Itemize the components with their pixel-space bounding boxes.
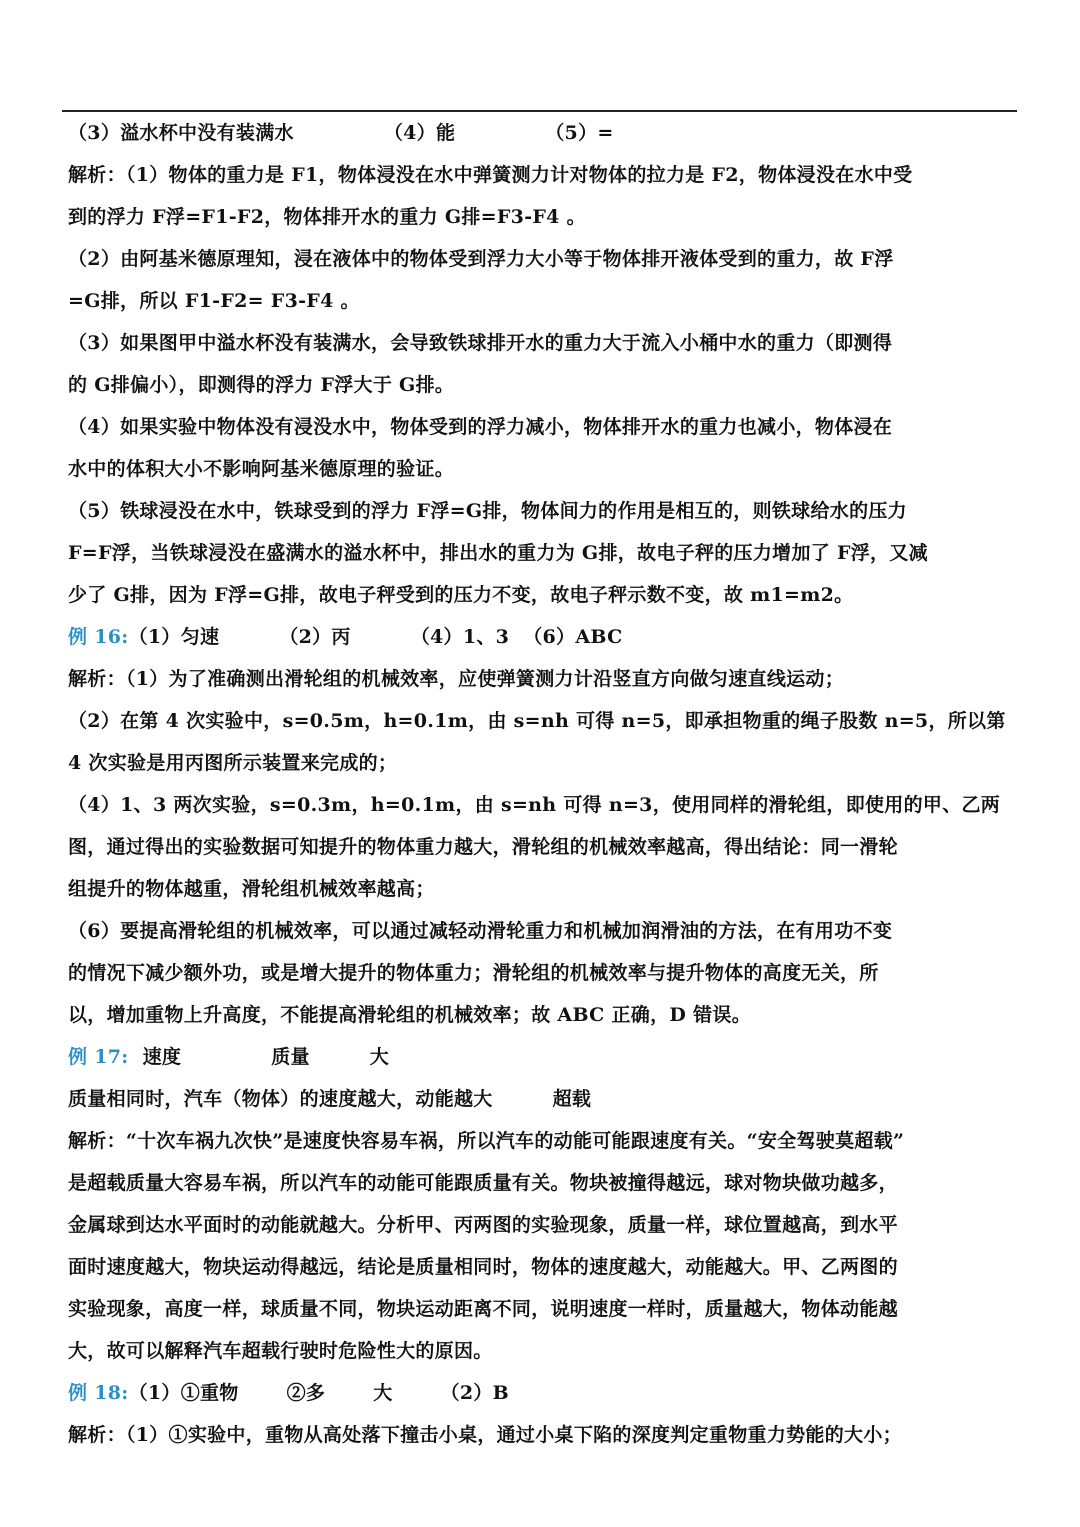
analysis-line: （3）如果图甲中溢水杯没有装满水，会导致铁球排开水的重力大于流入小桶中水的重力（即测得	[68, 332, 893, 354]
analysis-line: 水中的体积大小不影响阿基米德原理的验证。	[68, 458, 455, 480]
answer-line: （3）溢水杯中没有装满水 （4）能 （5）=	[68, 122, 614, 144]
answer-line: 质量相同时，汽车（物体）的速度越大，动能越大 超载	[68, 1088, 592, 1110]
analysis-line: 图，通过得出的实验数据可知提升的物体重力越大，滑轮组的机械效率越高，得出结论：同一滑轮	[68, 836, 898, 858]
analysis-line: 解析：“十次车祸九次快”是速度快容易车祸，所以汽车的动能可能跟速度有关。“安全驾驶莫超载”	[68, 1130, 905, 1152]
analysis-line: 以，增加重物上升高度，不能提高滑轮组的机械效率；故 ABC 正确，D 错误。	[68, 1004, 751, 1026]
analysis-line: 组提升的物体越重，滑轮组机械效率越高；	[68, 878, 435, 900]
example-16-answer: 例 16:（1）匀速 （2）丙 （4）1、3 （6）ABC	[68, 626, 623, 648]
analysis-line: 金属球到达水平面时的动能就越大。分析甲、丙两图的实验现象，质量一样，球位置越高，到水平	[68, 1214, 898, 1236]
analysis-line: 解析：（1）①实验中，重物从高处落下撞击小桌，通过小桌下陷的深度判定重物重力势能的大小；	[68, 1424, 902, 1446]
analysis-line: 解析：（1）物体的重力是 F1，物体浸没在水中弹簧测力计对物体的拉力是 F2，物体浸没在水中受	[68, 164, 913, 186]
example-label: 例 17:	[68, 1046, 129, 1068]
analysis-line: 少了 G排，因为 F浮=G排，故电子秤受到的压力不变，故电子秤示数不变，故 m1=m2。	[68, 584, 854, 606]
analysis-line: F=F浮，当铁球浸没在盛满水的溢水杯中，排出水的重力为 G排，故电子秤的压力增加了 F浮，又减	[68, 542, 928, 564]
analysis-line: 是超载质量大容易车祸，所以汽车的动能可能跟质量有关。物块被撞得越远，球对物块做功越多，	[68, 1172, 898, 1194]
analysis-line: 的 G排偏小），即测得的浮力 F浮大于 G排。	[68, 374, 455, 396]
analysis-line: （4）如果实验中物体没有浸没水中，物体受到的浮力减小，物体排开水的重力也减小，物体浸在	[68, 416, 893, 438]
example-label: 例 16:	[68, 626, 129, 648]
analysis-line: 面时速度越大，物块运动得越远，结论是质量相同时，物体的速度越大，动能越大。甲、乙两图的	[68, 1256, 898, 1278]
analysis-line: 4 次实验是用丙图所示装置来完成的；	[68, 752, 398, 774]
analysis-line: 到的浮力 F浮=F1-F2，物体排开水的重力 G排=F3-F4 。	[68, 206, 586, 228]
analysis-line: （2）在第 4 次实验中，s=0.5m，h=0.1m，由 s=nh 可得 n=5，即承担物重的绳子股数 n=5，所以第	[68, 710, 1006, 732]
analysis-line: （2）由阿基米德原理知，浸在液体中的物体受到浮力大小等于物体排开液体受到的重力，故 F浮	[68, 248, 894, 270]
analysis-line: 解析：（1）为了准确测出滑轮组的机械效率，应使弹簧测力计沿竖直方向做匀速直线运动；	[68, 668, 845, 690]
analysis-line: （5）铁球浸没在水中，铁球受到的浮力 F浮=G排，物体间力的作用是相互的，则铁球给水的压力	[68, 500, 907, 522]
analysis-line: （6）要提高滑轮组的机械效率，可以通过减轻动滑轮重力和机械加润滑油的方法，在有用功不变	[68, 920, 893, 942]
analysis-line: 大，故可以解释汽车超载行驶时危险性大的原因。	[68, 1340, 493, 1362]
analysis-line: 的情况下减少额外功，或是增大提升的物体重力；滑轮组的机械效率与提升物体的高度无关，所	[68, 962, 879, 984]
example-17-answer: 例 17: 速度 质量 大	[68, 1046, 390, 1068]
analysis-line: （4）1、3 两次实验，s=0.3m，h=0.1m，由 s=nh 可得 n=3，使用同样的滑轮组，即使用的甲、乙两	[68, 794, 1001, 816]
analysis-line: 实验现象，高度一样，球质量不同，物块运动距离不同，说明速度一样时，质量越大，物体动能越	[68, 1298, 898, 1320]
analysis-line: =G排，所以 F1-F2= F3-F4 。	[68, 290, 360, 312]
example-18-answer: 例 18:（1）①重物 ②多 大 （2）B	[68, 1382, 510, 1404]
answer-page	[68, 112, 1008, 1456]
example-label: 例 18:	[68, 1382, 129, 1404]
